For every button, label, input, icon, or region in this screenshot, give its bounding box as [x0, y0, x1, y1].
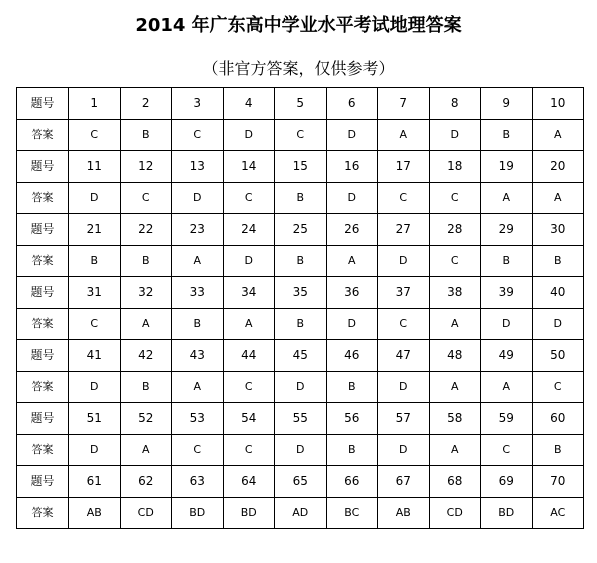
answer-cell: AD — [275, 497, 327, 529]
answer-cell: C — [378, 182, 430, 214]
question-number-cell: 13 — [172, 151, 224, 183]
question-number-cell: 51 — [69, 403, 121, 435]
answer-cell: BD — [481, 497, 533, 529]
question-number-cell: 32 — [120, 277, 172, 309]
question-number-cell: 52 — [120, 403, 172, 435]
question-number-cell: 59 — [481, 403, 533, 435]
answer-label: 答案 — [17, 497, 69, 529]
answer-row — [17, 497, 584, 529]
answer-cell: D — [69, 182, 121, 214]
question-number-cell: 28 — [429, 214, 481, 246]
question-number-row — [17, 340, 584, 372]
question-number-cell: 36 — [326, 277, 378, 309]
answer-cell: B — [120, 245, 172, 277]
question-number-cell: 20 — [532, 151, 584, 183]
answer-label: 答案 — [17, 245, 69, 277]
question-number-cell: 45 — [275, 340, 327, 372]
answer-cell: D — [223, 245, 275, 277]
document-title: 2014 年广东高中学业水平考试地理答案 — [135, 15, 462, 36]
answer-cell: D — [223, 119, 275, 151]
answer-cell: A — [429, 308, 481, 340]
question-number-cell: 44 — [223, 340, 275, 372]
question-number-cell: 39 — [481, 277, 533, 309]
answer-cell: B — [532, 245, 584, 277]
answer-row — [17, 308, 584, 340]
answer-cell: C — [532, 371, 584, 403]
question-number-cell: 14 — [223, 151, 275, 183]
question-number-cell: 57 — [378, 403, 430, 435]
answer-cell: D — [326, 182, 378, 214]
question-number-label: 题号 — [17, 214, 69, 246]
answer-cell: C — [223, 182, 275, 214]
question-number-cell: 64 — [223, 466, 275, 498]
question-number-cell: 61 — [69, 466, 121, 498]
answer-cell: C — [429, 182, 481, 214]
answer-cell: A — [172, 371, 224, 403]
document-subtitle: （非官方答案，仅供参考） — [202, 59, 395, 78]
question-number-label: 题号 — [17, 403, 69, 435]
answer-cell: A — [532, 119, 584, 151]
question-number-cell: 35 — [275, 277, 327, 309]
answer-label: 答案 — [17, 371, 69, 403]
question-number-cell: 17 — [378, 151, 430, 183]
question-number-cell: 10 — [532, 88, 584, 120]
question-number-cell: 63 — [172, 466, 224, 498]
answer-cell: A — [172, 245, 224, 277]
answer-cell: C — [275, 119, 327, 151]
question-number-cell: 67 — [378, 466, 430, 498]
question-number-cell: 21 — [69, 214, 121, 246]
question-number-cell: 18 — [429, 151, 481, 183]
answer-cell: D — [378, 371, 430, 403]
question-number-row — [17, 151, 584, 183]
question-number-row — [17, 88, 584, 120]
question-number-cell: 22 — [120, 214, 172, 246]
answer-cell: D — [69, 371, 121, 403]
question-number-cell: 12 — [120, 151, 172, 183]
answer-cell: C — [429, 245, 481, 277]
question-number-cell: 16 — [326, 151, 378, 183]
question-number-cell: 46 — [326, 340, 378, 372]
question-number-cell: 69 — [481, 466, 533, 498]
answer-cell: B — [172, 308, 224, 340]
question-number-label: 题号 — [17, 277, 69, 309]
question-number-cell: 27 — [378, 214, 430, 246]
question-number-cell: 8 — [429, 88, 481, 120]
question-number-cell: 62 — [120, 466, 172, 498]
answer-cell: D — [378, 434, 430, 466]
answer-row — [17, 371, 584, 403]
answer-cell: C — [481, 434, 533, 466]
answer-label: 答案 — [17, 119, 69, 151]
answer-cell: A — [326, 245, 378, 277]
question-number-cell: 19 — [481, 151, 533, 183]
question-number-row — [17, 214, 584, 246]
answer-cell: C — [120, 182, 172, 214]
answer-cell: B — [481, 245, 533, 277]
question-number-cell: 43 — [172, 340, 224, 372]
question-number-label: 题号 — [17, 340, 69, 372]
question-number-cell: 25 — [275, 214, 327, 246]
question-number-cell: 68 — [429, 466, 481, 498]
answer-cell: B — [120, 371, 172, 403]
question-number-cell: 53 — [172, 403, 224, 435]
answer-cell: A — [429, 434, 481, 466]
question-number-cell: 1 — [69, 88, 121, 120]
question-number-cell: 38 — [429, 277, 481, 309]
answer-row — [17, 434, 584, 466]
answer-cell: C — [378, 308, 430, 340]
answer-cell: A — [223, 308, 275, 340]
question-number-cell: 47 — [378, 340, 430, 372]
answer-cell: D — [275, 371, 327, 403]
answer-cell: B — [69, 245, 121, 277]
question-number-cell: 54 — [223, 403, 275, 435]
answer-cell: A — [378, 119, 430, 151]
answer-cell: B — [326, 434, 378, 466]
question-number-cell: 7 — [378, 88, 430, 120]
answer-cell: D — [532, 308, 584, 340]
question-number-cell: 42 — [120, 340, 172, 372]
answer-cell: C — [69, 308, 121, 340]
answer-cell: B — [275, 245, 327, 277]
answer-cell: D — [326, 308, 378, 340]
answer-cell: B — [532, 434, 584, 466]
answer-cell: A — [429, 371, 481, 403]
question-number-cell: 34 — [223, 277, 275, 309]
answer-table-body — [17, 88, 584, 529]
question-number-cell: 11 — [69, 151, 121, 183]
question-number-cell: 40 — [532, 277, 584, 309]
question-number-cell: 37 — [378, 277, 430, 309]
answer-cell: AB — [69, 497, 121, 529]
answer-cell: A — [481, 182, 533, 214]
answer-cell: A — [532, 182, 584, 214]
question-number-cell: 5 — [275, 88, 327, 120]
answer-cell: B — [326, 371, 378, 403]
answer-cell: D — [378, 245, 430, 277]
answer-cell: D — [429, 119, 481, 151]
question-number-cell: 2 — [120, 88, 172, 120]
answer-cell: AC — [532, 497, 584, 529]
question-number-label: 题号 — [17, 466, 69, 498]
answer-cell: D — [69, 434, 121, 466]
answer-cell: B — [275, 182, 327, 214]
question-number-cell: 9 — [481, 88, 533, 120]
answer-cell: B — [120, 119, 172, 151]
answer-row — [17, 119, 584, 151]
question-number-cell: 4 — [223, 88, 275, 120]
question-number-cell: 66 — [326, 466, 378, 498]
question-number-cell: 3 — [172, 88, 224, 120]
answer-cell: A — [481, 371, 533, 403]
question-number-cell: 23 — [172, 214, 224, 246]
question-number-cell: 55 — [275, 403, 327, 435]
answer-cell: CD — [120, 497, 172, 529]
question-number-label: 题号 — [17, 151, 69, 183]
question-number-cell: 29 — [481, 214, 533, 246]
question-number-cell: 41 — [69, 340, 121, 372]
question-number-cell: 70 — [532, 466, 584, 498]
answer-cell: BC — [326, 497, 378, 529]
question-number-cell: 6 — [326, 88, 378, 120]
answer-row — [17, 182, 584, 214]
answer-label: 答案 — [17, 308, 69, 340]
answer-cell: C — [172, 434, 224, 466]
question-number-cell: 56 — [326, 403, 378, 435]
question-number-cell: 50 — [532, 340, 584, 372]
question-number-row — [17, 277, 584, 309]
question-number-cell: 60 — [532, 403, 584, 435]
answer-cell: A — [120, 434, 172, 466]
answer-cell: A — [120, 308, 172, 340]
answer-cell: D — [275, 434, 327, 466]
question-number-label: 题号 — [17, 88, 69, 120]
answer-cell: CD — [429, 497, 481, 529]
question-number-cell: 49 — [481, 340, 533, 372]
answer-cell: B — [275, 308, 327, 340]
answer-cell: BD — [223, 497, 275, 529]
answer-label: 答案 — [17, 434, 69, 466]
question-number-cell: 33 — [172, 277, 224, 309]
question-number-cell: 24 — [223, 214, 275, 246]
answer-cell: D — [481, 308, 533, 340]
answer-label: 答案 — [17, 182, 69, 214]
question-number-cell: 30 — [532, 214, 584, 246]
question-number-cell: 58 — [429, 403, 481, 435]
answer-row — [17, 245, 584, 277]
question-number-cell: 65 — [275, 466, 327, 498]
answer-cell: D — [172, 182, 224, 214]
answer-cell: BD — [172, 497, 224, 529]
answer-cell: C — [223, 371, 275, 403]
question-number-cell: 31 — [69, 277, 121, 309]
question-number-cell: 26 — [326, 214, 378, 246]
question-number-row — [17, 403, 584, 435]
answer-cell: D — [326, 119, 378, 151]
answer-cell: C — [172, 119, 224, 151]
answer-cell: C — [69, 119, 121, 151]
question-number-cell: 15 — [275, 151, 327, 183]
question-number-cell: 48 — [429, 340, 481, 372]
answer-cell: C — [223, 434, 275, 466]
answer-cell: AB — [378, 497, 430, 529]
answer-cell: B — [481, 119, 533, 151]
answer-table — [16, 87, 584, 529]
question-number-row — [17, 466, 584, 498]
